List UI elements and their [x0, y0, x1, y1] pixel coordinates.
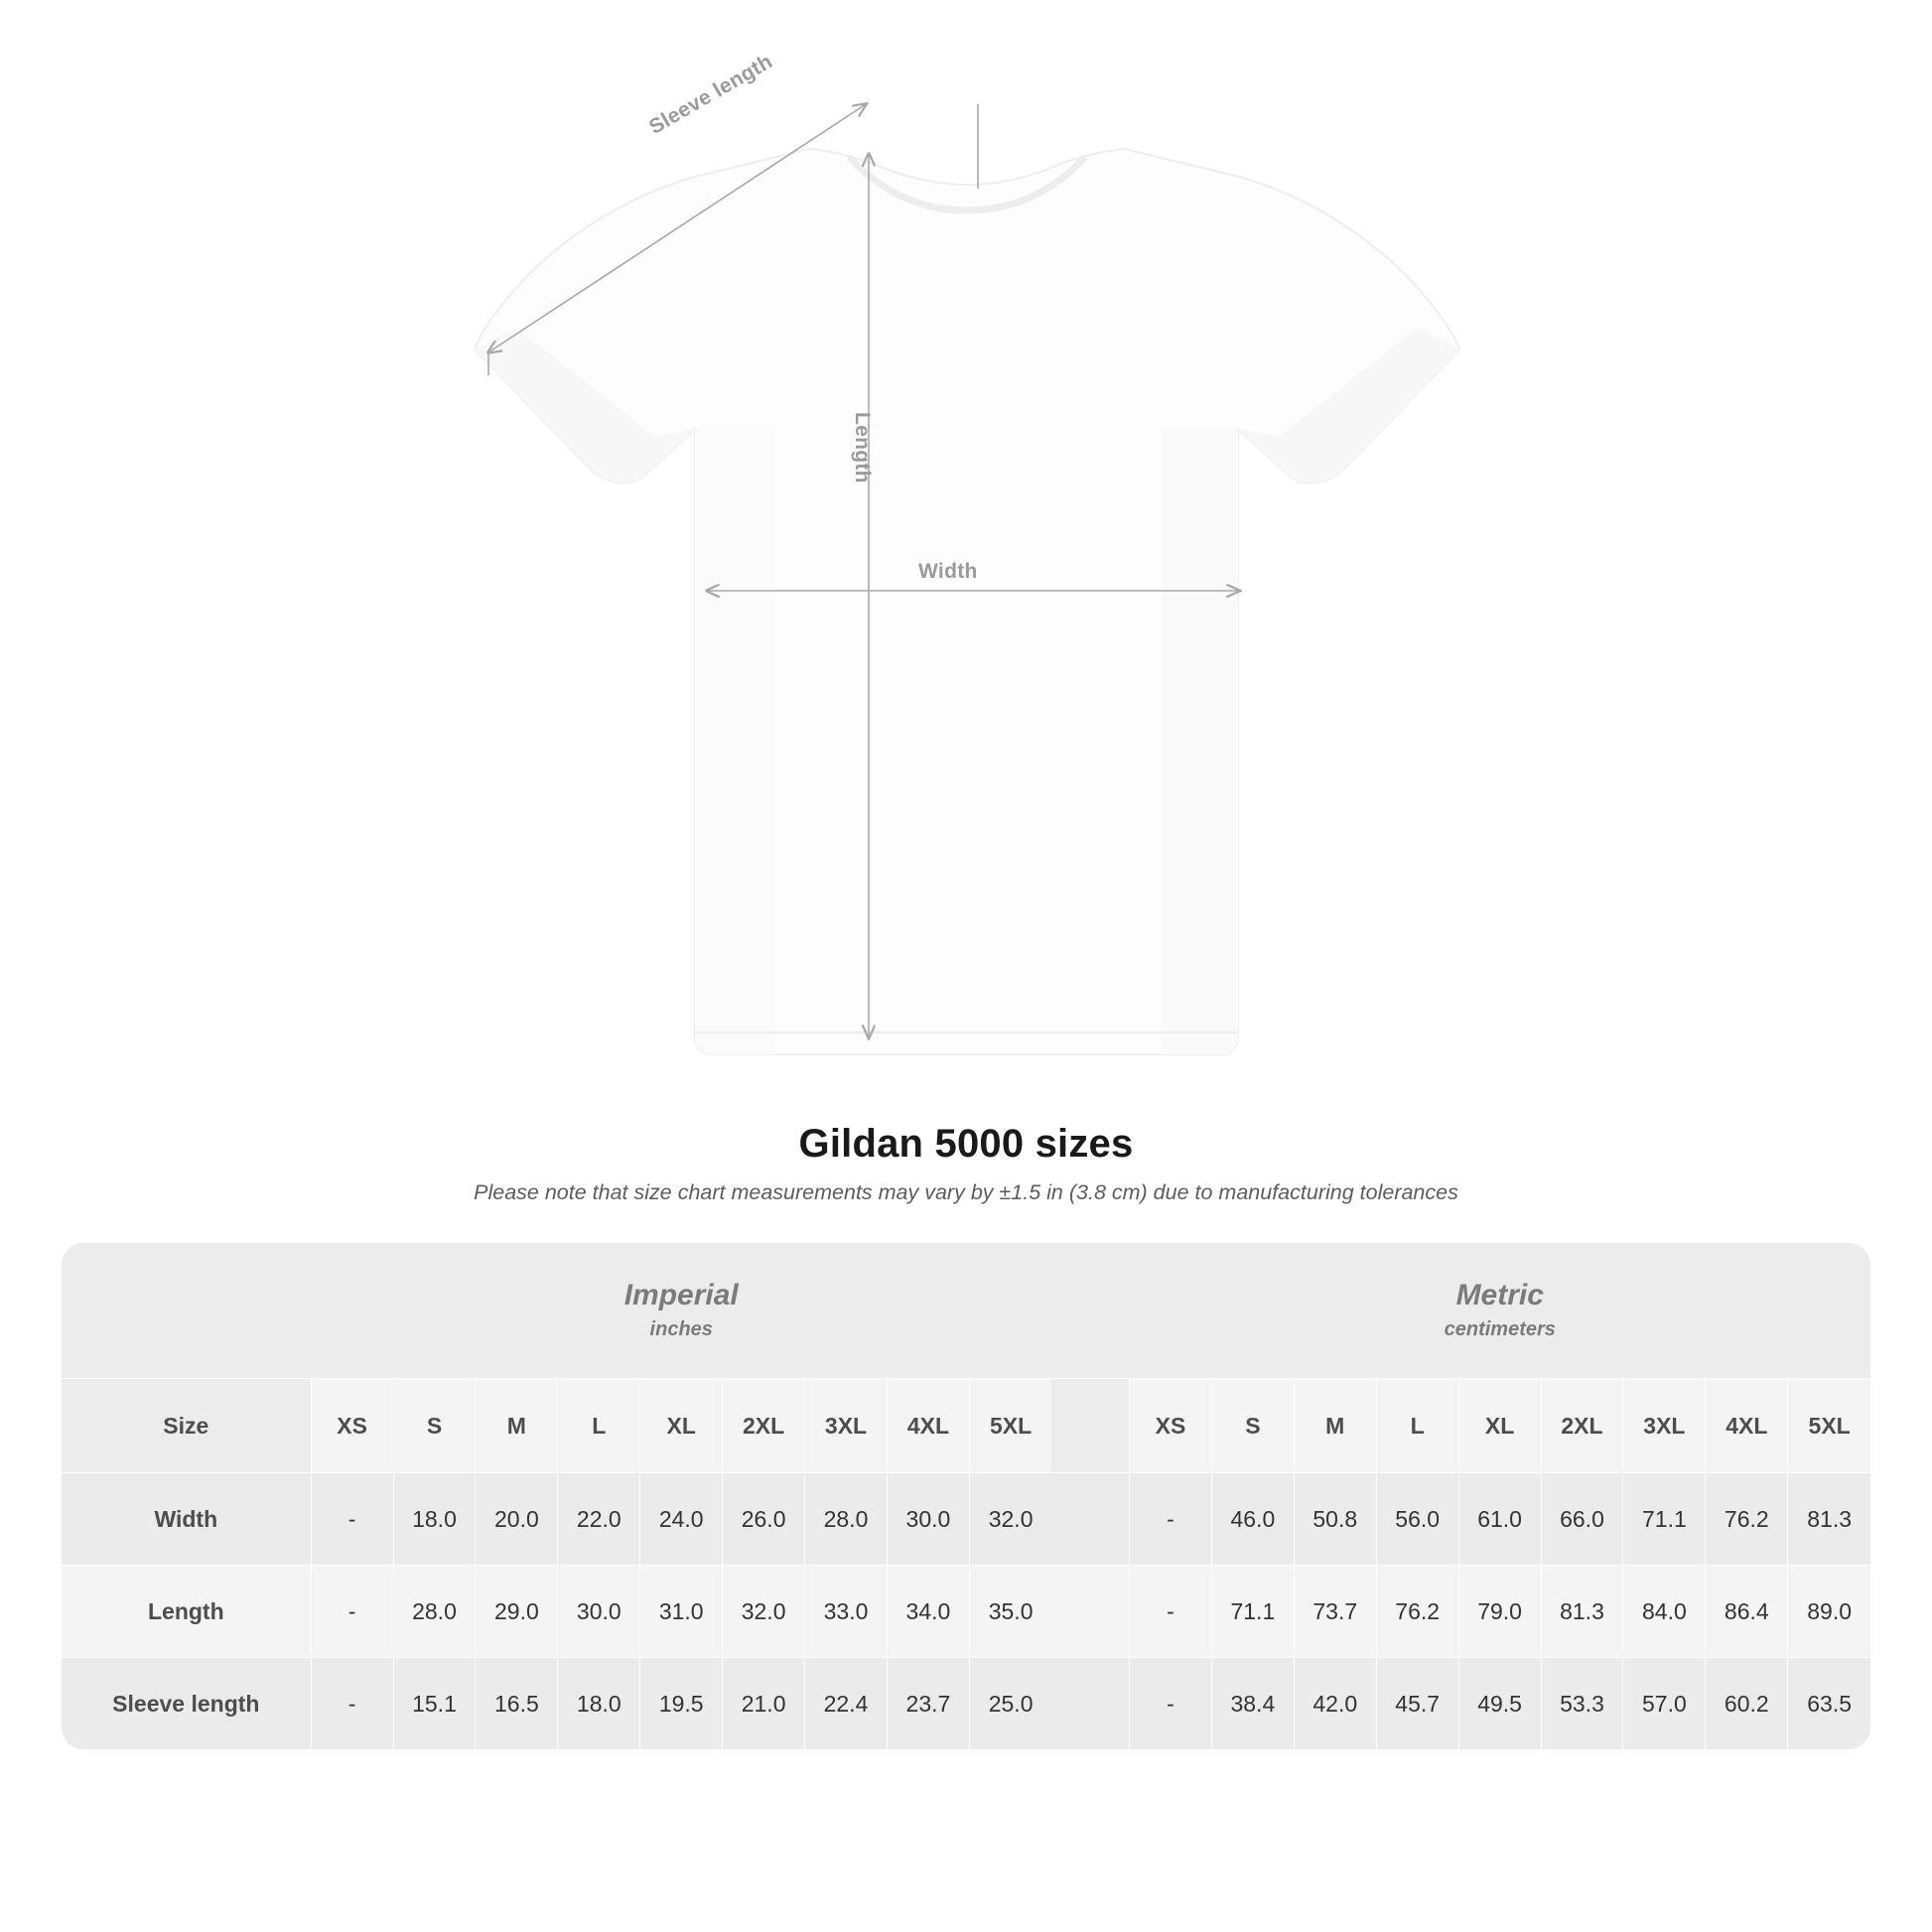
cell-width-metric-5xl: 81.3 [1788, 1473, 1870, 1566]
size-header-metric-3xl: 3XL [1623, 1379, 1706, 1473]
cell-sleeve-imperial-s: 15.1 [393, 1658, 476, 1750]
cell-length-imperial-s: 28.0 [393, 1566, 476, 1658]
cell-sleeve-imperial-2xl: 21.0 [723, 1658, 805, 1750]
cell-sleeve-metric-xl: 49.5 [1458, 1658, 1541, 1750]
size-header-metric-5xl: 5XL [1788, 1379, 1870, 1473]
cell-width-imperial-l: 22.0 [558, 1473, 640, 1566]
cell-sleeve-imperial-m: 16.5 [476, 1658, 558, 1750]
cell-length-imperial-xs: - [311, 1566, 393, 1658]
unit-metric-name: Metric [1455, 1279, 1544, 1312]
title-block [0, 1122, 1932, 1205]
cell-sleeve-metric-2xl: 53.3 [1541, 1658, 1623, 1750]
size-header-metric-4xl: 4XL [1706, 1379, 1788, 1473]
cell-length-gap [1051, 1566, 1129, 1658]
sleeve-length-label: Sleeve length [645, 50, 777, 139]
unit-imperial-sub: inches [649, 1317, 713, 1340]
cell-width-imperial-3xl: 28.0 [805, 1473, 888, 1566]
size-header-imperial-l: L [558, 1379, 640, 1473]
unit-metric [1130, 1243, 1871, 1379]
length-label: Length [851, 412, 874, 483]
cell-width-metric-l: 56.0 [1376, 1473, 1458, 1566]
cell-length-metric-s: 71.1 [1211, 1566, 1294, 1658]
size-header-imperial-5xl: 5XL [969, 1379, 1051, 1473]
size-header-metric-m: M [1294, 1379, 1376, 1473]
table-row [62, 1658, 1870, 1750]
cell-width-metric-xs: - [1130, 1473, 1212, 1566]
cell-width-metric-xl: 61.0 [1458, 1473, 1541, 1566]
cell-length-imperial-2xl: 32.0 [723, 1566, 805, 1658]
size-header-metric-xs: XS [1130, 1379, 1212, 1473]
cell-sleeve-imperial-3xl: 22.4 [805, 1658, 888, 1750]
unit-header-row [62, 1243, 1870, 1379]
cell-sleeve-metric-s: 38.4 [1211, 1658, 1294, 1750]
size-table-container [62, 1243, 1870, 1749]
cell-length-metric-xl: 79.0 [1458, 1566, 1541, 1658]
cell-sleeve-metric-m: 42.0 [1294, 1658, 1376, 1750]
size-header-metric-l: L [1376, 1379, 1458, 1473]
cell-length-metric-3xl: 84.0 [1623, 1566, 1706, 1658]
cell-sleeve-imperial-xs: - [311, 1658, 393, 1750]
cell-width-imperial-s: 18.0 [393, 1473, 476, 1566]
tshirt-shape [475, 149, 1459, 1054]
unit-spacer-left [62, 1243, 311, 1379]
unit-metric-sub: centimeters [1444, 1317, 1556, 1340]
size-header-imperial-2xl: 2XL [723, 1379, 805, 1473]
cell-width-imperial-xl: 24.0 [640, 1473, 723, 1566]
cell-width-imperial-5xl: 32.0 [969, 1473, 1051, 1566]
cell-length-imperial-xl: 31.0 [640, 1566, 723, 1658]
cell-length-metric-xs: - [1130, 1566, 1212, 1658]
size-table [62, 1243, 1870, 1749]
cell-sleeve-metric-xs: - [1130, 1658, 1212, 1750]
cell-width-metric-3xl: 71.1 [1623, 1473, 1706, 1566]
cell-sleeve-imperial-l: 18.0 [558, 1658, 640, 1750]
cell-width-imperial-xs: - [311, 1473, 393, 1566]
row-label-width: Width [62, 1473, 311, 1566]
cell-length-metric-2xl: 81.3 [1541, 1566, 1623, 1658]
page-title: Gildan 5000 sizes [798, 1122, 1134, 1166]
cell-length-imperial-4xl: 34.0 [887, 1566, 969, 1658]
unit-spacer-mid [1051, 1243, 1129, 1379]
table-row [62, 1566, 1870, 1658]
tolerance-note: Please note that size chart measurements may vary by ±1.5 in (3.8 cm) due to manufacturing tolerances [474, 1180, 1458, 1204]
cell-width-imperial-4xl: 30.0 [887, 1473, 969, 1566]
table-row [62, 1473, 1870, 1566]
size-header-metric-xl: XL [1458, 1379, 1541, 1473]
size-header-gap [1051, 1379, 1129, 1473]
cell-sleeve-metric-5xl: 63.5 [1788, 1658, 1870, 1750]
cell-sleeve-imperial-5xl: 25.0 [969, 1658, 1051, 1750]
width-label: Width [918, 560, 978, 583]
size-header-imperial-3xl: 3XL [805, 1379, 888, 1473]
cell-width-metric-4xl: 76.2 [1706, 1473, 1788, 1566]
size-header-imperial-m: M [476, 1379, 558, 1473]
size-header-label: Size [62, 1379, 311, 1473]
cell-length-metric-l: 76.2 [1376, 1566, 1458, 1658]
row-label-length: Length [62, 1566, 311, 1658]
cell-width-imperial-m: 20.0 [476, 1473, 558, 1566]
cell-length-imperial-3xl: 33.0 [805, 1566, 888, 1658]
cell-sleeve-gap [1051, 1658, 1129, 1750]
size-header-imperial-xl: XL [640, 1379, 723, 1473]
row-label-sleeve-length: Sleeve length [62, 1658, 311, 1750]
size-header-row [62, 1379, 1870, 1473]
cell-length-imperial-5xl: 35.0 [969, 1566, 1051, 1658]
cell-sleeve-metric-3xl: 57.0 [1623, 1658, 1706, 1750]
unit-imperial [311, 1243, 1051, 1379]
cell-length-metric-5xl: 89.0 [1788, 1566, 1870, 1658]
size-header-imperial-4xl: 4XL [887, 1379, 969, 1473]
cell-length-metric-m: 73.7 [1294, 1566, 1376, 1658]
cell-width-metric-2xl: 66.0 [1541, 1473, 1623, 1566]
size-header-metric-2xl: 2XL [1541, 1379, 1623, 1473]
cell-sleeve-imperial-4xl: 23.7 [887, 1658, 969, 1750]
cell-width-gap [1051, 1473, 1129, 1566]
cell-length-imperial-m: 29.0 [476, 1566, 558, 1658]
cell-sleeve-metric-4xl: 60.2 [1706, 1658, 1788, 1750]
cell-width-metric-s: 46.0 [1211, 1473, 1294, 1566]
size-header-imperial-s: S [393, 1379, 476, 1473]
cell-width-metric-m: 50.8 [1294, 1473, 1376, 1566]
unit-imperial-name: Imperial [623, 1279, 739, 1312]
cell-length-metric-4xl: 86.4 [1706, 1566, 1788, 1658]
cell-sleeve-imperial-xl: 19.5 [640, 1658, 723, 1750]
cell-width-imperial-2xl: 26.0 [723, 1473, 805, 1566]
size-header-metric-s: S [1211, 1379, 1294, 1473]
size-header-imperial-xs: XS [311, 1379, 393, 1473]
cell-length-imperial-l: 30.0 [558, 1566, 640, 1658]
cell-sleeve-metric-l: 45.7 [1376, 1658, 1458, 1750]
